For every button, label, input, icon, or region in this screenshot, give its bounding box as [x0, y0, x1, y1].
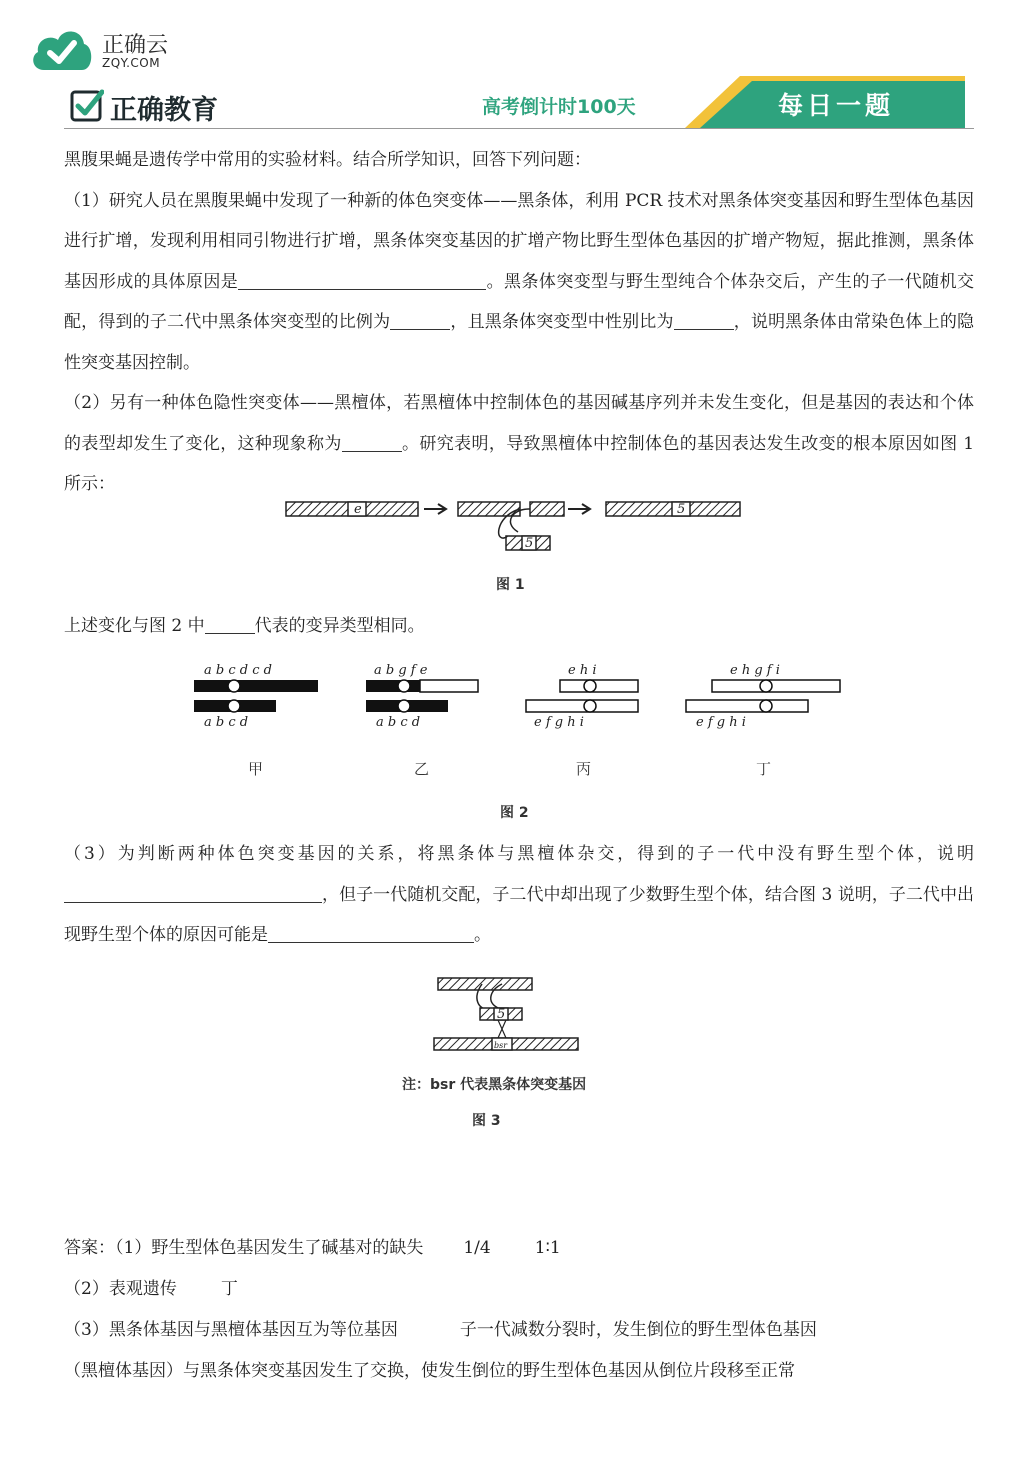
svg-text:bsr: bsr	[494, 1041, 508, 1050]
svg-text:e h i: e h i	[568, 663, 597, 678]
blank-2[interactable]	[390, 307, 450, 330]
svg-text:乙: 乙	[414, 760, 430, 778]
blank-3[interactable]	[674, 307, 734, 330]
panel-yi	[366, 663, 478, 778]
question-3: （3）为判断两种体色突变基因的关系，将黑条体与黑檀体杂交，得到的子一代中没有野生型个体，说明，但子一代随机交配，子二代中却出现了少数野生型个体，结合图 3 说明，子二代中出现野生型个体的原因可能是 。	[64, 844, 974, 945]
cloud-check-icon	[30, 26, 94, 72]
question-part-1	[64, 140, 974, 505]
svg-text:e f g h i: e f g h i	[696, 715, 746, 730]
figure-2-caption: 图 2	[500, 805, 529, 821]
panel-ding	[686, 663, 840, 778]
daily-question-label: 每日一题	[778, 91, 895, 120]
svg-text:a b c d c d: a b c d c d	[204, 663, 272, 678]
svg-text:a b g f e: a b g f e	[374, 663, 428, 678]
figure-3-note: 注：bsr 代表黑条体突变基因	[402, 1077, 587, 1093]
brand-name: 正确教育	[110, 95, 218, 126]
answer-line-1: 答案：（1）野生型体色基因发生了碱基对的缺失 1/4 1∶1	[64, 1238, 561, 1258]
svg-text:e h g f i: e h g f i	[730, 663, 780, 678]
figure-2	[186, 660, 856, 826]
svg-text:甲: 甲	[248, 760, 264, 778]
question-2-continued: 上述变化与图 2 中 代表的变异类型相同。	[64, 606, 974, 647]
question-2: （2）另有一种体色隐性突变体——黑檀体，若黑檀体中控制体色的基因碱基序列并未发生变化，但是基因的表达和个体的表型却发生了变化，这种现象称为 。研究表明，导致黑檀体中控制体色的基因表达发生改变的根本原因如图 1 所示：	[64, 393, 975, 494]
svg-text:5: 5	[497, 1007, 506, 1022]
logo-domain: ZQY.COM	[102, 56, 161, 70]
figure-3-diagram	[398, 972, 638, 1054]
svg-text:e: e	[354, 502, 362, 517]
svg-text:丙: 丙	[576, 760, 592, 778]
logo-text: 正确云	[102, 33, 169, 58]
checkbox-icon	[70, 88, 104, 122]
panel-bing	[526, 663, 638, 778]
question-intro: 黑腹果蝇是遗传学中常用的实验材料。结合所学知识，回答下列问题：	[64, 150, 591, 170]
figure-1-diagram	[284, 496, 744, 560]
figure-1	[284, 496, 744, 596]
svg-text:e f g h i: e f g h i	[534, 715, 584, 730]
blank-1[interactable]	[238, 267, 486, 290]
question-1: （1）研究人员在黑腹果蝇中发现了一种新的体色突变体——黑条体，利用 PCR 技术对黑条体突变基因和野生型体色基因进行扩增，发现利用相同引物进行扩增，黑条体突变基因的扩增产物比野生型体色基因的扩增产物短，据此推测，黑条体基因形成的具体原因是 。黑条体突变型与野生型纯合个体杂交后，产生的子一代随机交配，得到的子二代中黑条体突变型的比例为 ，且黑条体突变型中性别比为 ，说明黑条体由常染色体上的隐性突变基因控制。	[64, 190, 975, 373]
figure-1-caption: 图 1	[496, 577, 525, 593]
header-divider	[64, 128, 974, 129]
blank-4[interactable]	[342, 429, 402, 452]
answer-line-2: （2）表观遗传 丁	[64, 1279, 238, 1299]
blank-6[interactable]	[64, 880, 322, 903]
zqy-logo	[30, 22, 190, 78]
svg-text:a b c d: a b c d	[204, 715, 249, 730]
svg-text:丁: 丁	[756, 760, 772, 778]
panel-jia	[194, 663, 318, 778]
blank-7[interactable]	[268, 920, 474, 943]
countdown-text: 高考倒计时100天	[482, 96, 636, 118]
figure-3	[398, 972, 638, 1132]
answer-line-3: （3）黑条体基因与黑檀体基因互为等位基因 子一代减数分裂时，发生倒位的野生型体色基因	[64, 1320, 817, 1340]
answer-line-4: （黑檀体基因）与黑条体突变基因发生了交换，使发生倒位的野生型体色基因从倒位片段移至正常	[64, 1361, 795, 1381]
blank-5[interactable]	[205, 611, 255, 634]
answer-block	[64, 1228, 974, 1392]
figure-3-caption: 图 3	[472, 1113, 501, 1129]
figure-2-diagram	[186, 660, 856, 790]
svg-text:5: 5	[525, 536, 534, 551]
svg-text:a b c d: a b c d	[376, 715, 421, 730]
svg-text:5: 5	[677, 502, 686, 517]
